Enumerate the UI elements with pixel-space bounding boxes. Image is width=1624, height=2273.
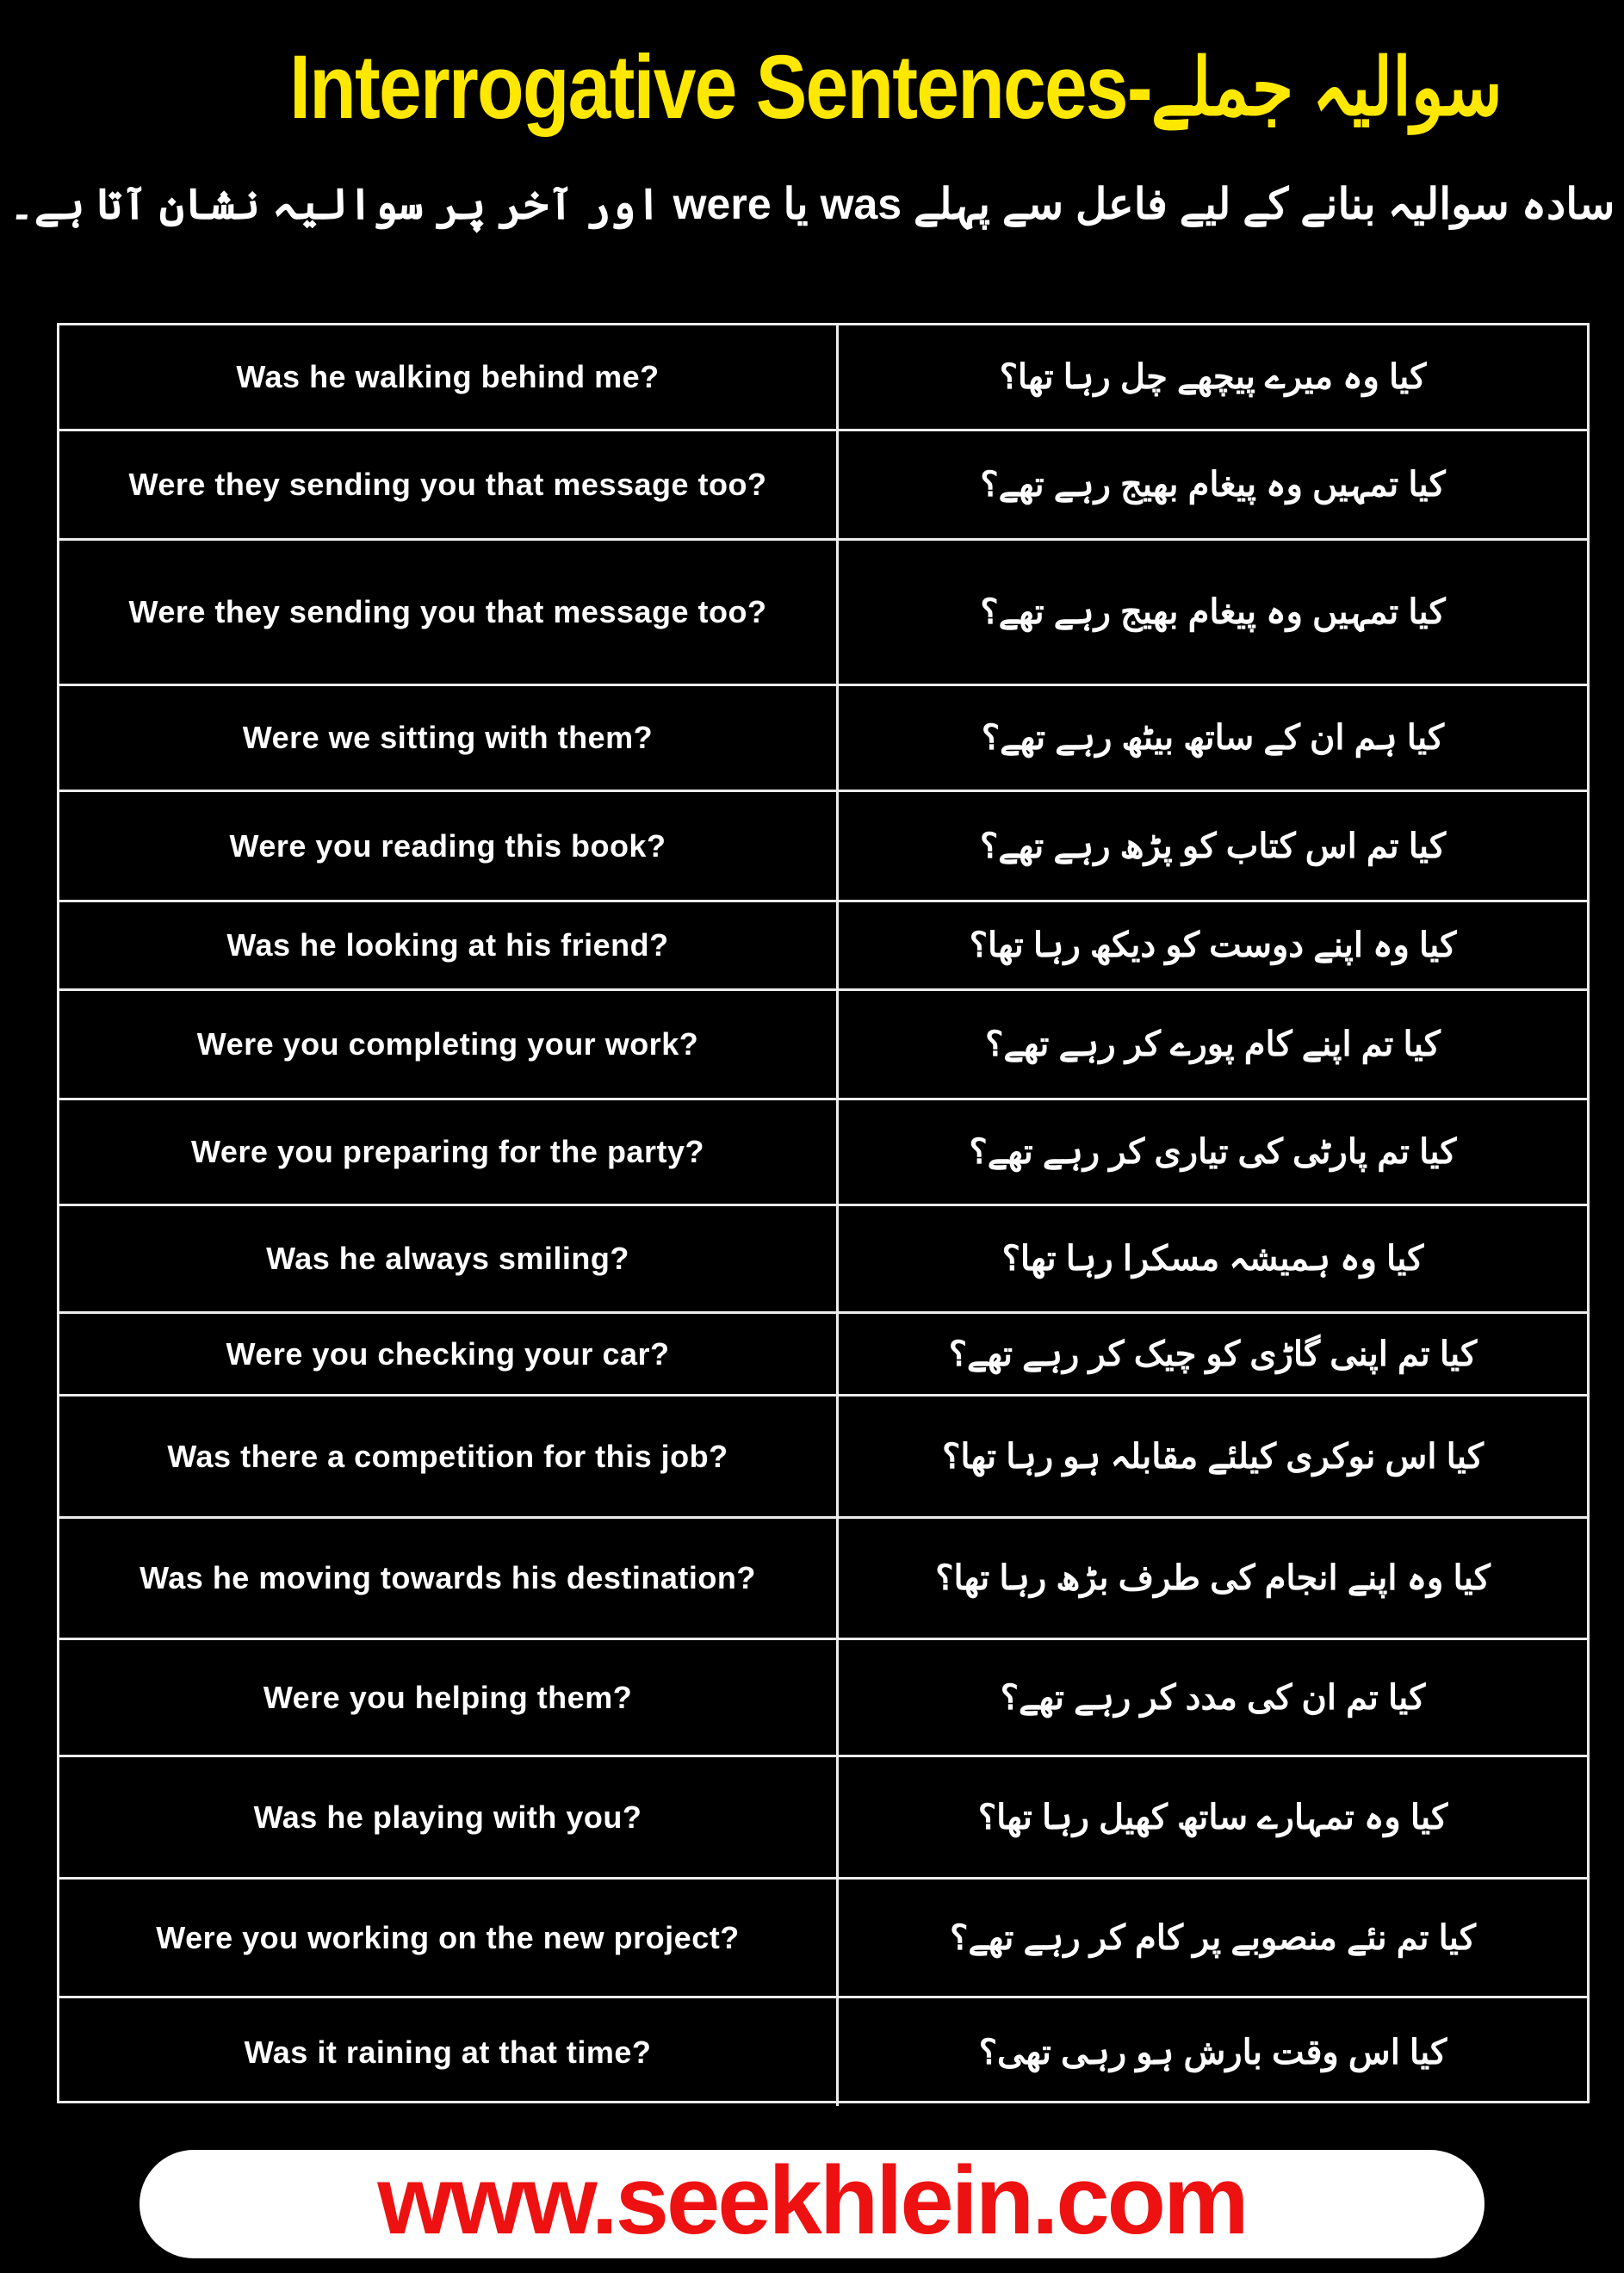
- urdu-translation: کیا وہ میرے پیچھے چل رہا تھا؟: [999, 358, 1427, 396]
- urdu-translation-cell: [839, 1519, 1587, 1638]
- english-sentence-cell: [59, 325, 839, 429]
- english-sentence: Was it raining at that time?: [244, 2034, 652, 2070]
- english-sentence: Were you helping them?: [263, 1679, 633, 1715]
- english-sentence-cell: [59, 1998, 839, 2106]
- urdu-translation: کیا وہ اپنے دوست کو دیکھ رہا تھا؟: [969, 926, 1457, 964]
- english-sentence: Were you working on the new project?: [156, 1919, 740, 1955]
- urdu-translation: کیا وہ تمہارے ساتھ کھیل رہا تھا؟: [977, 1798, 1448, 1836]
- footer-pill: [139, 2146, 1485, 2258]
- urdu-translation-cell: [839, 431, 1587, 538]
- table-row: [59, 1100, 1587, 1206]
- urdu-translation-cell: [839, 991, 1587, 1098]
- urdu-translation: کیا اس وقت بارش ہو رہی تھی؟: [978, 2033, 1447, 2072]
- english-sentence: Was he playing with you?: [253, 1799, 642, 1835]
- urdu-translation-cell: [839, 541, 1587, 684]
- urdu-translation: کیا ہم ان کے ساتھ بیٹھ رہے تھے؟: [981, 719, 1445, 757]
- urdu-translation: کیا تم نئے منصوبے پر کام کر رہے تھے؟: [950, 1918, 1476, 1957]
- page-title-english: Interrogative Sentences-: [289, 37, 1151, 138]
- urdu-translation-cell: [839, 792, 1587, 900]
- english-sentence: Were you checking your car?: [226, 1335, 670, 1372]
- website-url: www.seekhlein.com: [377, 2146, 1247, 2254]
- english-sentence: Was he always smiling?: [266, 1241, 629, 1276]
- english-sentence-cell: [59, 902, 839, 988]
- urdu-translation-cell: [839, 1314, 1587, 1394]
- urdu-translation-cell: [839, 1100, 1587, 1204]
- table-row: [59, 1206, 1587, 1314]
- urdu-translation: کیا اس نوکری کیلئے مقابلہ ہو رہا تھا؟: [942, 1437, 1484, 1476]
- urdu-translation-cell: [839, 1757, 1587, 1877]
- urdu-translation: کیا وہ اپنے انجام کی طرف بڑھ رہا تھا؟: [935, 1559, 1491, 1597]
- table-row: [59, 902, 1587, 991]
- urdu-translation: کیا تم اپنے کام پورے کر رہے تھے؟: [985, 1025, 1441, 1063]
- table-row: [59, 1880, 1587, 1998]
- urdu-translation: کیا تمہیں وہ پیغام بھیج رہے تھے؟: [980, 593, 1446, 631]
- english-sentence-cell: [59, 686, 839, 790]
- english-sentence-cell: [59, 1397, 839, 1516]
- urdu-translation-cell: [839, 686, 1587, 790]
- english-sentence-cell: [59, 1100, 839, 1204]
- english-sentence: Were they sending you that message too?: [128, 467, 767, 502]
- english-sentence-cell: [59, 792, 839, 900]
- urdu-translation-cell: [839, 1206, 1587, 1311]
- table-row: [59, 325, 1587, 431]
- urdu-translation-cell: [839, 1880, 1587, 1996]
- english-sentence-cell: [59, 541, 839, 684]
- table-row: [59, 1640, 1587, 1757]
- urdu-translation: کیا تم ان کی مدد کر رہے تھے؟: [1000, 1678, 1426, 1717]
- english-sentence: Was there a competition for this job?: [167, 1438, 728, 1474]
- english-sentence: Were they sending you that message too?: [128, 594, 767, 629]
- english-sentence: Were you completing your work?: [196, 1026, 699, 1062]
- table-row: [59, 1314, 1587, 1397]
- urdu-translation: کیا تم اپنی گاڑی کو چیک کر رہے تھے؟: [948, 1335, 1478, 1373]
- english-sentence: Were we sitting with them?: [242, 720, 654, 755]
- sentence-table: [57, 323, 1590, 2103]
- table-row: [59, 541, 1587, 686]
- english-sentence-cell: [59, 1206, 839, 1311]
- urdu-translation: کیا تمہیں وہ پیغام بھیج رہے تھے؟: [980, 466, 1446, 504]
- english-sentence-cell: [59, 991, 839, 1098]
- urdu-translation: کیا وہ ہمیشہ مسکرا رہا تھا؟: [1001, 1240, 1424, 1278]
- english-sentence-cell: [59, 431, 839, 538]
- urdu-translation-cell: [839, 1998, 1587, 2106]
- english-sentence: Were you reading this book?: [229, 827, 666, 864]
- table-row: [59, 431, 1587, 541]
- urdu-translation: کیا تم پارٹی کی تیاری کر رہے تھے؟: [969, 1133, 1457, 1171]
- english-sentence: Were you preparing for the party?: [191, 1134, 704, 1169]
- urdu-translation-cell: [839, 1397, 1587, 1516]
- english-sentence-cell: [59, 1880, 839, 1996]
- urdu-translation: کیا تم اس کتاب کو پڑھ رہے تھے؟: [979, 827, 1446, 865]
- urdu-translation-cell: [839, 902, 1587, 988]
- subtitle-urdu: سادہ سوالیہ بنانے کے لیے فاعل سے پہلے was یا were اور آخر پر سوالیہ نشان آتا ہے۔: [9, 180, 1615, 228]
- page-title-urdu: سوالیہ جملے: [1150, 44, 1503, 132]
- table-row: [59, 1397, 1587, 1519]
- table-row: [59, 792, 1587, 902]
- table-row: [59, 1998, 1587, 2106]
- page-title: [208, 19, 1588, 157]
- english-sentence: Was he looking at his friend?: [226, 927, 669, 963]
- urdu-translation-cell: [839, 325, 1587, 429]
- english-sentence-cell: [59, 1757, 839, 1877]
- english-sentence: Was he walking behind me?: [236, 359, 660, 394]
- english-sentence-cell: [59, 1314, 839, 1394]
- english-sentence: Was he moving towards his destination?: [139, 1560, 756, 1595]
- english-sentence-cell: [59, 1519, 839, 1638]
- table-row: [59, 1757, 1587, 1880]
- table-row: [59, 686, 1587, 792]
- english-sentence-cell: [59, 1640, 839, 1755]
- table-row: [59, 1519, 1587, 1640]
- table-row: [59, 991, 1587, 1100]
- urdu-translation-cell: [839, 1640, 1587, 1755]
